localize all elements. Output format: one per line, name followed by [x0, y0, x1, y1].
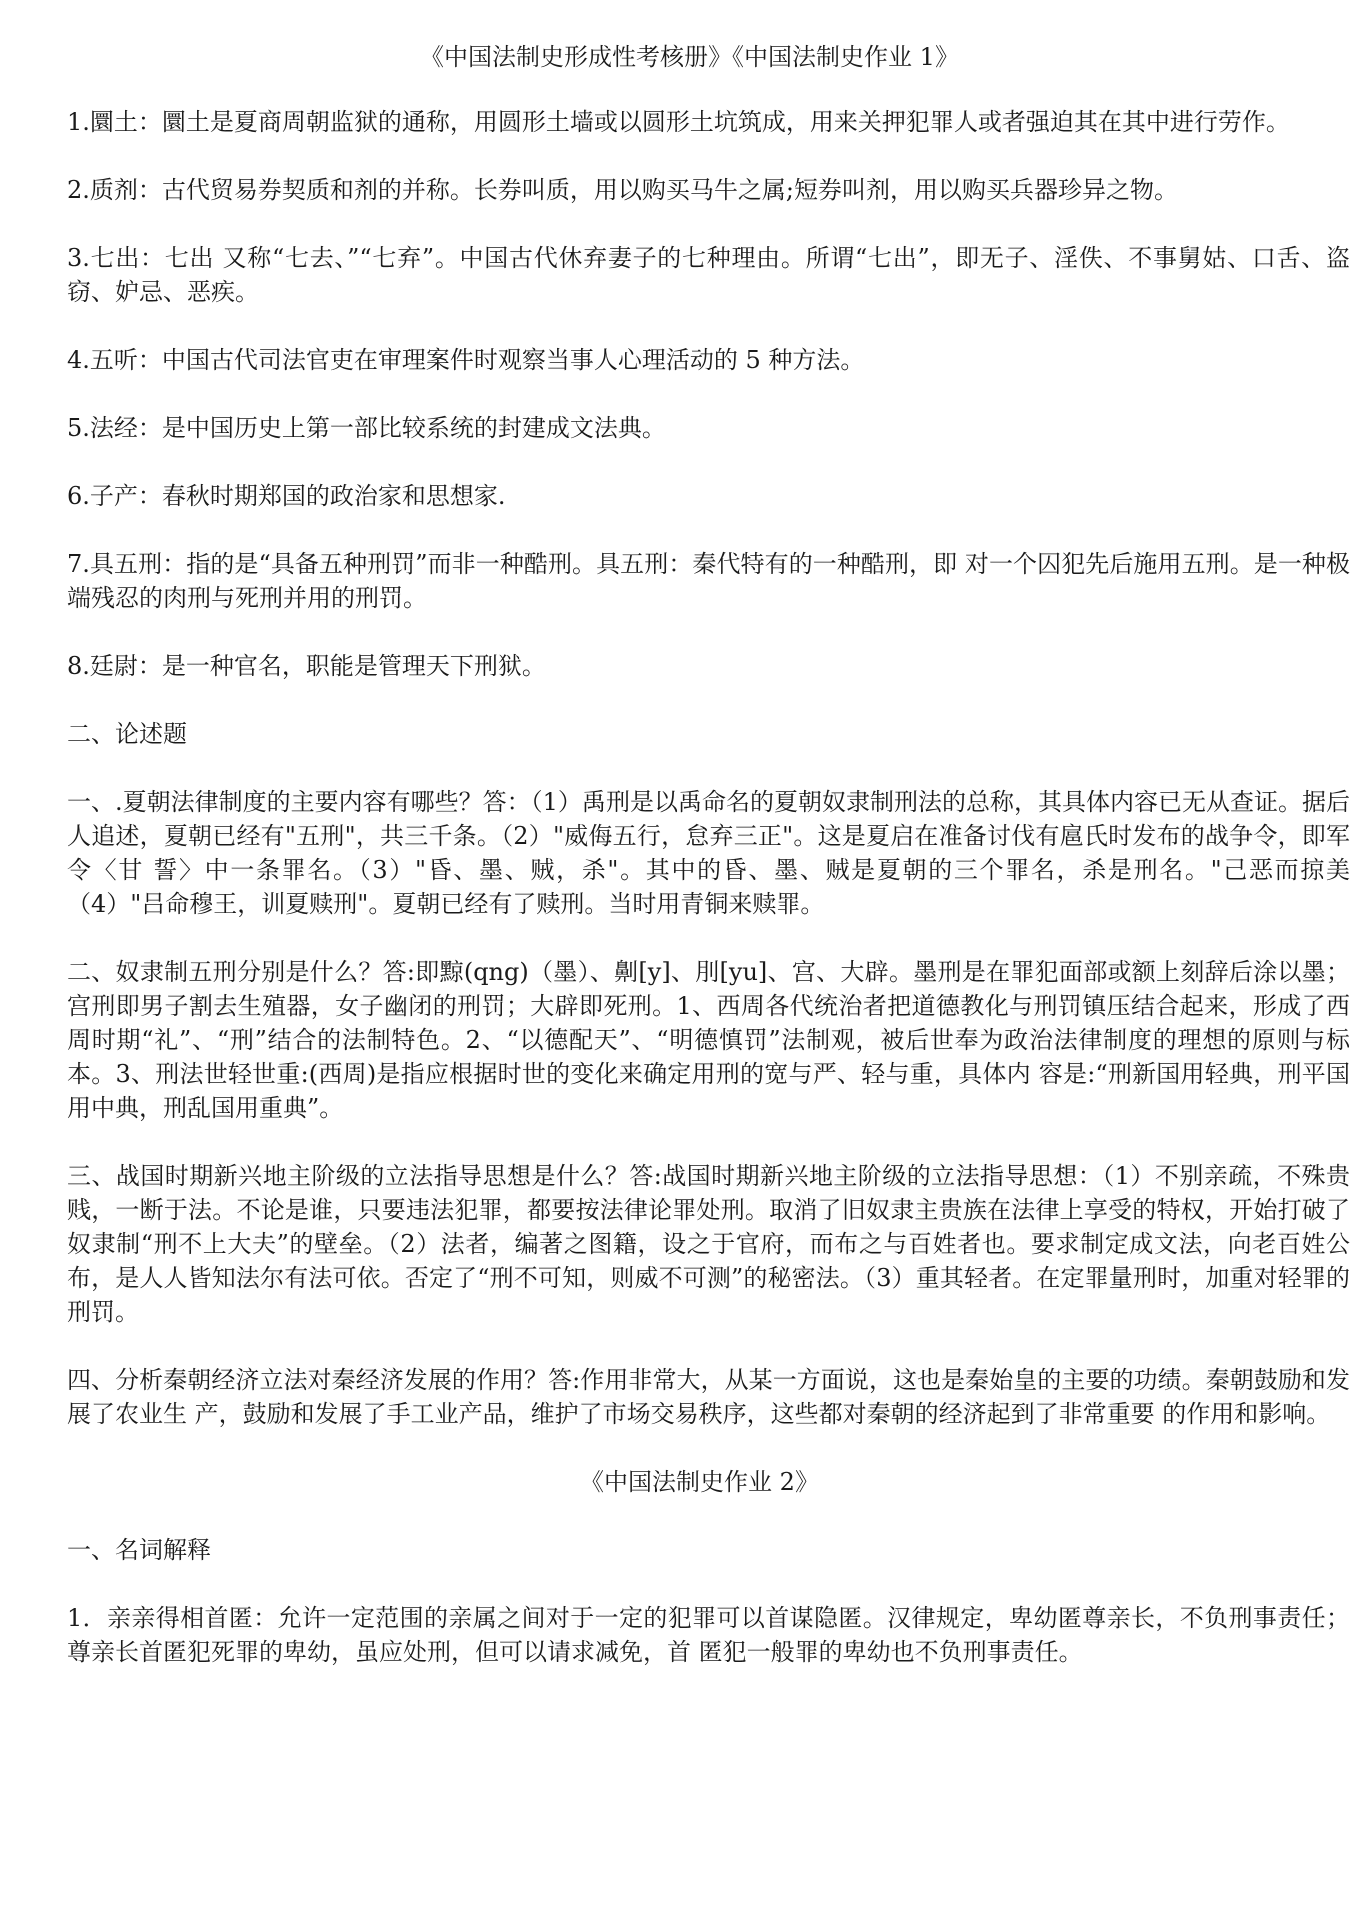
term-paragraph: 8.廷尉：是一种官名，职能是管理天下刑狱。: [67, 652, 546, 680]
term-paragraph: 1.圜土：圜土是夏商周朝监狱的通称，用圆形土墙或以圆形土坑筑成，用来关押犯罪人或者强迫其在其中进行劳作。: [67, 108, 1290, 136]
essay-paragraph: 一、.夏朝法律制度的主要内容有哪些？答：（1）禹刑是以禹命名的夏朝奴隶制刑法的总称，其具体内容已无从查证。据后人追述，夏朝已经有"五刑"，共三千条。（2）"威侮五行，怠弃三正"。这是夏启在准备讨伐有扈氏时发布的战争令，即军令〈甘 誓〉中一条罪名。（3）"昏、墨、贼，杀"。其中的昏、墨、贼是夏朝的三个罪名，杀是刑名。"己恶而掠美 （4）"吕命穆王，训夏赎刑"。夏朝已经有了赎刑。当时用青铜来赎罪。: [67, 788, 1358, 918]
assignment-2-title: 《中国法制史作业 2》: [580, 1468, 819, 1496]
section-heading-essay: 二、论述题: [67, 720, 187, 748]
essay-paragraph: 三、战国时期新兴地主阶级的立法指导思想是什么？答:战国时期新兴地主阶级的立法指导思想：（1）不别亲疏，不殊贵贱，一断于法。不论是谁，只要违法犯罪，都要按法律论罪处刑。取消了旧奴隶主贵族在法律上享受的特权，开始打破了奴隶制“刑不上大夫”的壁垒。（2）法者，编著之图籍，设之于官府，而布之与百姓者也。要求制定成文法，向老百姓公布，是人人皆知法尔有法可依。否定了“刑不可知，则威不可测”的秘密法。（3）重其轻者。在定罪量刑时，加重对轻罪的刑罚。: [67, 1162, 1350, 1326]
term-paragraph: 1．亲亲得相首匿：允许一定范围的亲属之间对于一定的犯罪可以首谋隐匿。汉律规定，卑幼匿尊亲长，不负刑事责任；尊亲长首匿犯死罪的卑幼，虽应处刑，但可以请求减免，首 匿犯一般罪的卑幼也不负刑事责任。: [67, 1604, 1350, 1666]
term-paragraph: 7.具五刑：指的是“具备五种刑罚”而非一种酷刑。具五刑：秦代特有的一种酷刑，即 对一个囚犯先后施用五刑。是一种极端残忍的肉刑与死刑并用的刑罚。: [67, 550, 1350, 612]
term-paragraph: 5.法经：是中国历史上第一部比较系统的封建成文法典。: [67, 414, 666, 442]
term-paragraph: 3.七出：七出 又称“七去、”“七弃”。中国古代休弃妻子的七种理由。所谓“七出”，即无子、淫佚、不事舅姑、口舌、盗窃、妒忌、恶疾。: [67, 244, 1350, 306]
term-paragraph: 4.五听：中国古代司法官吏在审理案件时观察当事人心理活动的 5 种方法。: [67, 346, 865, 374]
section-heading-terms: 一、名词解释: [67, 1536, 211, 1564]
term-paragraph: 6.子产：春秋时期郑国的政治家和思想家.: [67, 482, 506, 510]
term-paragraph: 2.质剂：古代贸易券契质和剂的并称。长券叫质，用以购买马牛之属;短券叫剂，用以购买兵器珍异之物。: [67, 176, 1178, 204]
essay-paragraph: 二、奴隶制五刑分别是什么？答:即黥(qng)（墨）、劓[y]、刖[yu]、宫、大辟。墨刑是在罪犯面部或额上刻辞后涂以墨； 宫刑即男子割去生殖器，女子幽闭的刑罚；大辟即死刑。1、西周各代统治者把道德教化与刑罚镇压结合起来，形成了西周时期“礼”、“刑”结合的法制特色。2、“以德配天”、“明德慎罚”法制观，被后世奉为政治法律制度的理想的原则与标本。3、刑法世轻世重:(西周)是指应根据时世的变化来确定用刑的宽与严、轻与重，具体内 容是:“刑新国用轻典，刑平国用中典，刑乱国用重典”。: [67, 958, 1358, 1122]
document-title: 《中国法制史形成性考核册》《中国法制史作业 1》: [420, 43, 959, 71]
essay-paragraph: 四、分析秦朝经济立法对秦经济发展的作用？答:作用非常大，从某一方面说，这也是秦始皇的主要的功绩。秦朝鼓励和发展了农业生 产，鼓励和发展了手工业产品，维护了市场交易秩序，这些都对秦朝的经济起到了非常重要 的作用和影响。: [67, 1366, 1350, 1428]
